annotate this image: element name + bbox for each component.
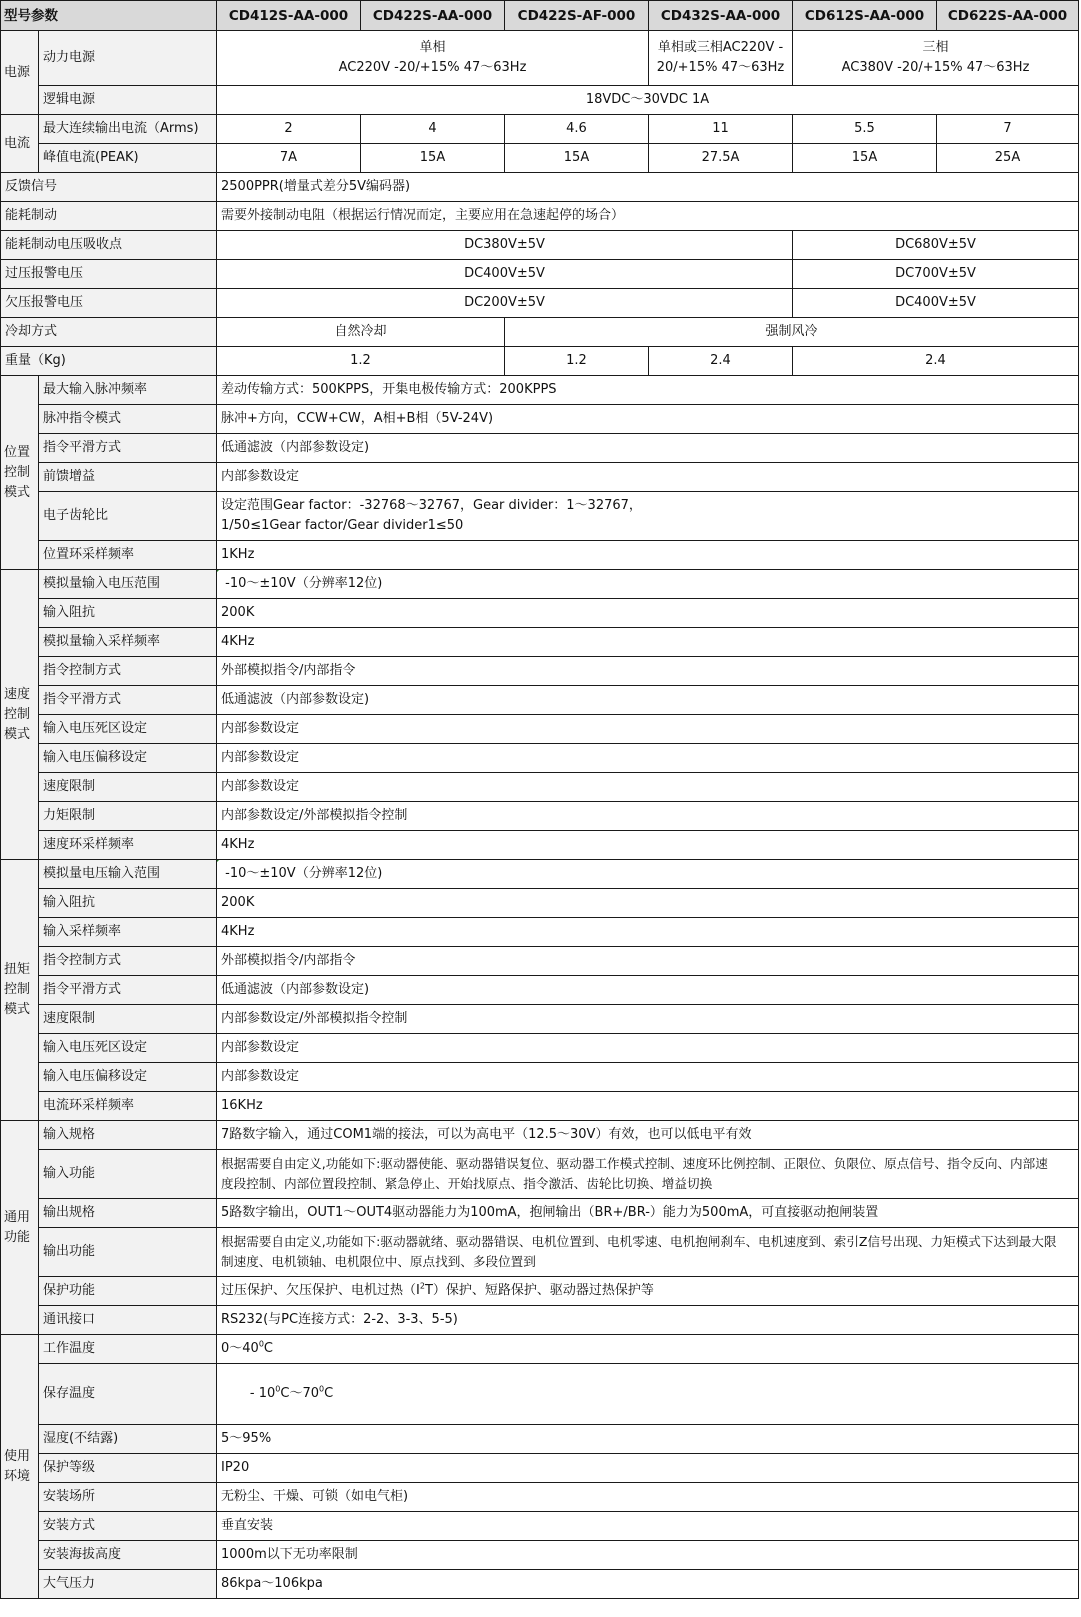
cell-value: 7路数字输入，通过COM1端的接法，可以为高电平（12.5～30V）有效，也可以低电平有效	[217, 1121, 1079, 1150]
cell-value: 5～95%	[217, 1425, 1079, 1454]
model-header: CD432S-AA-000	[649, 1, 793, 31]
table-row	[1, 860, 1079, 889]
row-label: 能耗制动电压吸收点	[1, 231, 217, 260]
cell-value: 内部参数设定	[217, 744, 1079, 773]
table-row	[1, 260, 1079, 289]
cell-value: 1.2	[505, 347, 649, 376]
cell-value	[793, 31, 1079, 86]
table-row	[1, 1150, 1079, 1199]
row-label: 反馈信号	[1, 173, 217, 202]
table-row	[1, 1541, 1079, 1570]
table-row	[1, 231, 1079, 260]
text-fragment: - 10	[245, 1386, 276, 1401]
group-label	[1, 860, 39, 1121]
cell-value: 2.4	[649, 347, 793, 376]
row-label: 输入电压死区设定	[39, 715, 217, 744]
table-row	[1, 434, 1079, 463]
table-row	[1, 1092, 1079, 1121]
table-row	[1, 976, 1079, 1005]
cell-value: 差动传输方式：500KPPS，开集电极传输方式：200KPPS	[217, 376, 1079, 405]
text-fragment: C～70	[280, 1386, 320, 1401]
row-label: 湿度(不结露)	[39, 1425, 217, 1454]
row-label: 指令平滑方式	[39, 686, 217, 715]
row-label: 最大输入脉冲频率	[39, 376, 217, 405]
table-row	[1, 1570, 1079, 1599]
cell-value: 低通滤波（内部参数设定)	[217, 434, 1079, 463]
table-row	[1, 831, 1079, 860]
row-label: 安装场所	[39, 1483, 217, 1512]
row-label: 速度限制	[39, 1005, 217, 1034]
row-label: 冷却方式	[1, 318, 217, 347]
text-fragment: T）保护、短路保护、驱动器过热保护等	[424, 1283, 654, 1298]
cell-value: 4KHz	[217, 628, 1079, 657]
row-label: 欠压报警电压	[1, 289, 217, 318]
cell-value: DC380V±5V	[217, 231, 793, 260]
cell-value: 18VDC～30VDC 1A	[217, 86, 1079, 115]
cell-line: 单相	[419, 40, 446, 55]
table-row	[1, 1335, 1079, 1364]
table-row	[1, 347, 1079, 376]
cell-value: -10～±10V（分辨率12位)	[217, 570, 1079, 599]
row-label: 指令平滑方式	[39, 434, 217, 463]
cell-value: 7	[937, 115, 1079, 144]
table-row	[1, 889, 1079, 918]
row-label: 保护功能	[39, 1277, 217, 1306]
row-label: 安装方式	[39, 1512, 217, 1541]
table-row	[1, 289, 1079, 318]
cell-value: 内部参数设定	[217, 1063, 1079, 1092]
cell-line: AC220V -20/+15% 47～63Hz	[338, 60, 527, 75]
row-label: 速度限制	[39, 773, 217, 802]
table-row	[1, 918, 1079, 947]
group-label	[1, 570, 39, 860]
row-label: 工作温度	[39, 1335, 217, 1364]
cell-value	[217, 1335, 1079, 1364]
cell-value: 16KHz	[217, 1092, 1079, 1121]
cell-line: 制速度、电机锁轴、电机限位中、原点找到、多段位置到	[221, 1254, 536, 1269]
cell-value: 强制风冷	[505, 318, 1079, 347]
cell-value: 4.6	[505, 115, 649, 144]
cell-value: 内部参数设定	[217, 1034, 1079, 1063]
cell-value: 低通滤波（内部参数设定)	[217, 686, 1079, 715]
table-row	[1, 1306, 1079, 1335]
table-row	[1, 173, 1079, 202]
table-row	[1, 715, 1079, 744]
row-label: 输入规格	[39, 1121, 217, 1150]
group-label-text: 速度控制模式	[4, 686, 31, 742]
table-row	[1, 115, 1079, 144]
cell-value: 垂直安装	[217, 1512, 1079, 1541]
group-label-text: 通用功能	[4, 1209, 31, 1245]
table-row	[1, 628, 1079, 657]
table-row	[1, 1063, 1079, 1092]
table-row	[1, 657, 1079, 686]
header-row	[1, 1, 1079, 31]
table-row	[1, 1483, 1079, 1512]
group-label	[1, 376, 39, 570]
table-row	[1, 1454, 1079, 1483]
cell-value: 86kpa～106kpa	[217, 1570, 1079, 1599]
cell-value: 内部参数设定	[217, 773, 1079, 802]
group-label	[1, 1335, 39, 1599]
text-fragment: 过压保护、欠压保护、电机过热（I	[221, 1283, 420, 1298]
row-label: 输出规格	[39, 1199, 217, 1228]
table-row	[1, 1512, 1079, 1541]
table-row	[1, 1034, 1079, 1063]
table-row	[1, 570, 1079, 599]
table-row	[1, 1425, 1079, 1454]
cell-value: 无粉尘、干燥、可锁（如电气柜)	[217, 1483, 1079, 1512]
cell-value	[217, 1277, 1079, 1306]
cell-value: DC680V±5V	[793, 231, 1079, 260]
model-header: CD412S-AA-000	[217, 1, 361, 31]
row-label: 过压报警电压	[1, 260, 217, 289]
group-label	[1, 1121, 39, 1335]
superscript: 0	[258, 1339, 264, 1349]
cell-line: 单相或三相AC220V -	[657, 40, 784, 55]
group-label-text: 使用环境	[4, 1448, 31, 1484]
row-label: 重量（Kg)	[1, 347, 217, 376]
cell-value: 11	[649, 115, 793, 144]
cell-value: DC400V±5V	[217, 260, 793, 289]
group-label-text: 扭矩控制模式	[4, 962, 31, 1017]
cell-line: 度段控制、内部位置段控制、紧急停止、开始找原点、指令激活、齿轮比切换、增益切换	[221, 1176, 713, 1191]
cell-value: 25A	[937, 144, 1079, 173]
row-label: 指令平滑方式	[39, 976, 217, 1005]
cell-value: 2500PPR(增量式差分5V编码器)	[217, 173, 1079, 202]
cell-value: 自然冷却	[217, 318, 505, 347]
row-label: 峰值电流(PEAK)	[39, 144, 217, 173]
cell-value: 4KHz	[217, 918, 1079, 947]
cell-value	[217, 31, 649, 86]
text-fragment: C	[263, 1341, 273, 1356]
cell-value: 内部参数设定/外部模拟指令控制	[217, 1005, 1079, 1034]
row-label: 电子齿轮比	[39, 492, 217, 541]
group-label: 电流	[1, 115, 39, 173]
row-label: 保护等级	[39, 1454, 217, 1483]
cell-value: 15A	[793, 144, 937, 173]
cell-line: 根据需要自由定义,功能如下:驱动器就绪、驱动器错误、电机位置到、电机零速、电机抱闸刹车、电机速度到、索引Z信号出现、力矩模式下达到最大限	[221, 1234, 1057, 1249]
table-row	[1, 686, 1079, 715]
table-row	[1, 31, 1079, 86]
row-label: 输出功能	[39, 1228, 217, 1277]
table-row	[1, 1121, 1079, 1150]
cell-value: 1.2	[217, 347, 505, 376]
cell-value: 1000m以下无功率限制	[217, 1541, 1079, 1570]
row-label: 安装海拔高度	[39, 1541, 217, 1570]
cell-value: 外部模拟指令/内部指令	[217, 657, 1079, 686]
cell-value: 200K	[217, 889, 1079, 918]
cell-value: 4	[361, 115, 505, 144]
group-label: 电源	[1, 31, 39, 115]
table-row	[1, 947, 1079, 976]
row-label: 电流环采样频率	[39, 1092, 217, 1121]
cell-value	[217, 492, 1079, 541]
cell-value: 1KHz	[217, 541, 1079, 570]
table-row	[1, 802, 1079, 831]
cell-value: 内部参数设定	[217, 463, 1079, 492]
table-row	[1, 1364, 1079, 1425]
cell-value: RS232(与PC连接方式：2-2、3-3、5-5)	[217, 1306, 1079, 1335]
cell-value	[217, 1364, 1079, 1425]
table-row	[1, 405, 1079, 434]
cell-value: 内部参数设定	[217, 715, 1079, 744]
table-row	[1, 1228, 1079, 1277]
table-row	[1, 1199, 1079, 1228]
model-header: CD612S-AA-000	[793, 1, 937, 31]
cell-value: 15A	[505, 144, 649, 173]
cell-line: 根据需要自由定义,功能如下:驱动器使能、驱动器错误复位、驱动器工作模式控制、速度环比例控制、正限位、负限位、原点信号、指令反向、内部速	[221, 1156, 1048, 1171]
table-row	[1, 86, 1079, 115]
row-label: 输入电压偏移设定	[39, 744, 217, 773]
cell-value: 内部参数设定/外部模拟指令控制	[217, 802, 1079, 831]
cell-value: 15A	[361, 144, 505, 173]
cell-line: AC380V -20/+15% 47～63Hz	[841, 60, 1030, 75]
row-label: 输入功能	[39, 1150, 217, 1199]
row-label: 动力电源	[39, 31, 217, 86]
model-header: CD622S-AA-000	[937, 1, 1079, 31]
group-label-text: 位置控制模式	[4, 444, 31, 500]
table-row	[1, 744, 1079, 773]
table-row	[1, 599, 1079, 628]
row-label: 通讯接口	[39, 1306, 217, 1335]
row-label: 速度环采样频率	[39, 831, 217, 860]
row-label: 能耗制动	[1, 202, 217, 231]
cell-value	[217, 1150, 1079, 1199]
row-label: 力矩限制	[39, 802, 217, 831]
superscript: 0	[319, 1384, 325, 1394]
table-row	[1, 144, 1079, 173]
cell-value: IP20	[217, 1454, 1079, 1483]
cell-value: 5.5	[793, 115, 937, 144]
row-label: 输入阻抗	[39, 889, 217, 918]
row-label: 输入电压偏移设定	[39, 1063, 217, 1092]
row-label: 指令控制方式	[39, 657, 217, 686]
cell-value: 外部模拟指令/内部指令	[217, 947, 1079, 976]
model-header: CD422S-AF-000	[505, 1, 649, 31]
text-fragment: 0～40	[221, 1341, 259, 1356]
row-label: 模拟量输入采样频率	[39, 628, 217, 657]
cell-value: 需要外接制动电阻（根据运行情况而定，主要应用在急速起停的场合）	[217, 202, 1079, 231]
cell-value: 200K	[217, 599, 1079, 628]
cell-value: 2	[217, 115, 361, 144]
table-row	[1, 1005, 1079, 1034]
row-label: 脉冲指令模式	[39, 405, 217, 434]
row-label: 输入阻抗	[39, 599, 217, 628]
superscript: 2	[419, 1281, 425, 1291]
cell-value: -10～±10V（分辨率12位)	[217, 860, 1079, 889]
table-row	[1, 773, 1079, 802]
cell-value: DC700V±5V	[793, 260, 1079, 289]
table-row	[1, 376, 1079, 405]
model-header: CD422S-AA-000	[361, 1, 505, 31]
row-label: 逻辑电源	[39, 86, 217, 115]
cell-line: 20/+15% 47～63Hz	[656, 60, 785, 75]
table-row	[1, 492, 1079, 541]
row-label: 指令控制方式	[39, 947, 217, 976]
row-label: 输入采样频率	[39, 918, 217, 947]
cell-value: 27.5A	[649, 144, 793, 173]
table-title: 型号参数	[1, 1, 217, 31]
table-row	[1, 541, 1079, 570]
cell-value: 2.4	[793, 347, 1079, 376]
cell-value: 4KHz	[217, 831, 1079, 860]
table-row	[1, 318, 1079, 347]
cell-value: 脉冲+方向，CCW+CW，A相+B相（5V-24V)	[217, 405, 1079, 434]
row-label: 模拟量输入电压范围	[39, 570, 217, 599]
row-label: 模拟量电压输入范围	[39, 860, 217, 889]
cell-line: 三相	[922, 40, 949, 55]
cell-value: DC200V±5V	[217, 289, 793, 318]
cell-value: 7A	[217, 144, 361, 173]
row-label: 保存温度	[39, 1364, 217, 1425]
table-row	[1, 1277, 1079, 1306]
row-label: 前馈增益	[39, 463, 217, 492]
text-fragment: C	[324, 1386, 334, 1401]
cell-value	[217, 1228, 1079, 1277]
table-row	[1, 463, 1079, 492]
row-label: 大气压力	[39, 1570, 217, 1599]
cell-value: 5路数字输出，OUT1～OUT4驱动器能力为100mA，抱闸输出（BR+/BR-）能力为500mA，可直接驱动抱闸装置	[217, 1199, 1079, 1228]
cell-line: 1/50≤1Gear factor/Gear divider1≤50	[221, 518, 464, 533]
table-row	[1, 202, 1079, 231]
row-label: 最大连续输出电流（Arms)	[39, 115, 217, 144]
row-label: 输入电压死区设定	[39, 1034, 217, 1063]
superscript: 0	[275, 1384, 281, 1394]
cell-value: DC400V±5V	[793, 289, 1079, 318]
cell-value: 低通滤波（内部参数设定)	[217, 976, 1079, 1005]
cell-value	[649, 31, 793, 86]
cell-line: 设定范围Gear factor：-32768～32767，Gear divider：1～32767，	[221, 498, 642, 513]
row-label: 位置环采样频率	[39, 541, 217, 570]
